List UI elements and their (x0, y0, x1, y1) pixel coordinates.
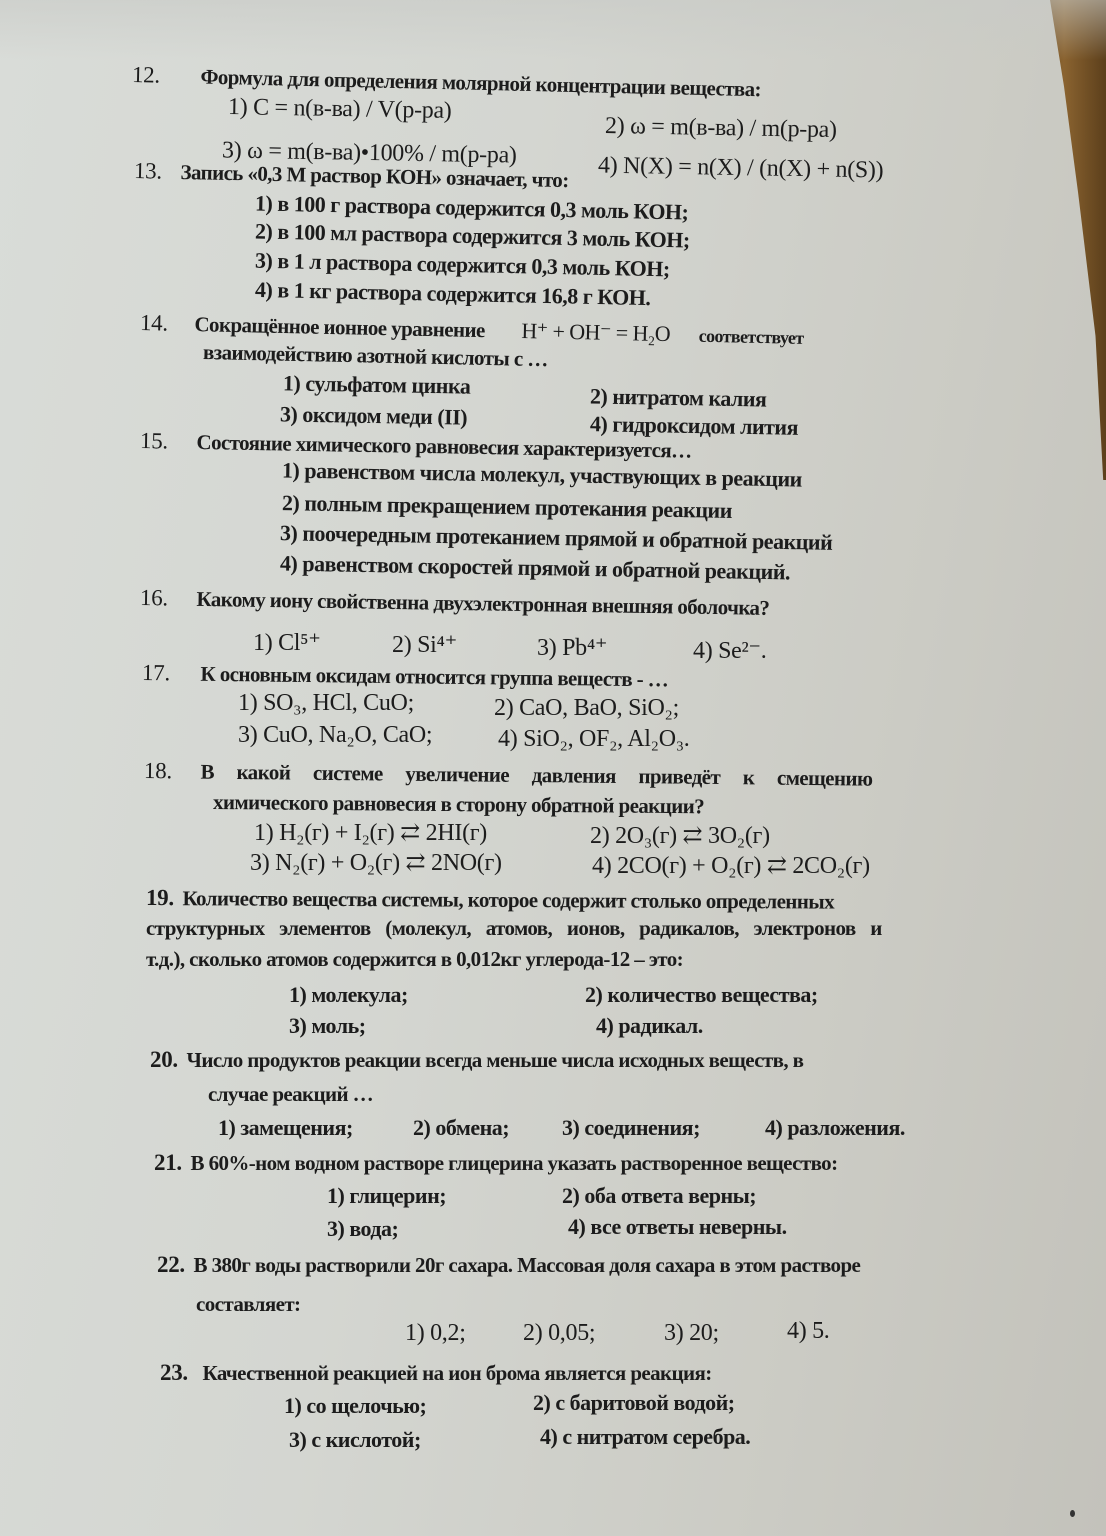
option-22-2[interactable]: 2) 0,05; (523, 1320, 596, 1346)
option-19-1[interactable]: 1) молекула; (289, 982, 408, 1007)
option-15-3[interactable]: 3) поочередным протеканием прямой и обратной реакций (279, 520, 833, 555)
option-21-4[interactable]: 4) все ответы неверны. (568, 1214, 787, 1239)
option-15-1[interactable]: 1) равенством числа молекул, участвующих в реакции (281, 457, 803, 492)
question-text: В 60%-ном водном растворе глицерина указать растворенное вещество: (190, 1151, 838, 1175)
option-23-1[interactable]: 1) со щелочью; (284, 1393, 427, 1418)
option-21-3[interactable]: 3) вода; (327, 1216, 399, 1241)
question-number: 18. (143, 758, 172, 784)
question-12 (132, 62, 762, 102)
option-18-3[interactable]: 3) N₂(г) + O₂(г) ⇄ 2NO(г) (250, 850, 502, 876)
ionic-equation: H⁺ + OH⁻ = H₂O (521, 317, 671, 347)
question-text: Число продуктов реакции всегда меньше числа исходных веществ, в (186, 1048, 804, 1072)
option-14-4[interactable]: 4) гидроксидом лития (589, 411, 799, 440)
question-text: Состояние химического равновесия характеризуется… (196, 429, 692, 463)
option-20-2[interactable]: 2) обмена; (413, 1115, 510, 1140)
option-17-3[interactable]: 3) CuO, Na₂O, CaO; (238, 722, 433, 748)
question-text: Качественной реакцией на ион брома является реакция: (202, 1361, 712, 1385)
option-17-1[interactable]: 1) SO₃, HCl, CuO; (238, 690, 414, 716)
option-22-4[interactable]: 4) 5. (787, 1318, 830, 1344)
option-12-3[interactable]: 3) ω = m(в-ва)•100% / m(р-ра) (221, 137, 517, 169)
option-18-4[interactable]: 4) 2CO(г) + O₂(г) ⇄ 2CO₂(г) (592, 853, 870, 879)
option-20-4[interactable]: 4) разложения. (765, 1115, 905, 1140)
option-23-4[interactable]: 4) с нитратом серебра. (540, 1424, 751, 1449)
question-number: 12. (131, 62, 161, 88)
question-text: Количество вещества системы, которое содержит столько определенных (182, 886, 835, 914)
option-17-2[interactable]: 2) CaO, BaO, SiO₂; (494, 695, 679, 721)
option-14-1[interactable]: 1) сульфатом цинка (282, 370, 471, 399)
question-text: В 380г воды растворили 20г сахара. Массовая доля сахара в этом растворе (193, 1253, 861, 1277)
question-17 (142, 660, 668, 692)
question-number: 20. (150, 1047, 178, 1072)
question-18 (144, 758, 873, 792)
option-18-1[interactable]: 1) H₂(г) + I₂(г) ⇄ 2HI(г) (254, 820, 488, 846)
option-23-3[interactable]: 3) с кислотой; (289, 1427, 421, 1452)
question-18-line2: химического равновесия в сторону обратной реакции? (212, 790, 705, 819)
option-12-2[interactable]: 2) ω = m(в-ва) / m(р-ра) (604, 112, 837, 144)
question-19 (146, 885, 834, 915)
option-14-3[interactable]: 3) оксидом меди (II) (279, 401, 468, 430)
paper-speck (1070, 1510, 1075, 1517)
question-20-line2: случае реакций … (208, 1082, 374, 1106)
question-text: Какому иону свойственна двухэлектронная внешняя оболочка? (196, 586, 770, 620)
question-text-end: соответствует (698, 325, 804, 348)
paper-shadow (0, 0, 1106, 60)
option-15-2[interactable]: 2) полным прекращением протекания реакции (281, 490, 733, 523)
option-20-1[interactable]: 1) замещения; (218, 1115, 353, 1140)
option-18-2[interactable]: 2) 2O₃(г) ⇄ 3O₂(г) (590, 823, 770, 849)
option-19-2[interactable]: 2) количество вещества; (585, 982, 818, 1007)
option-15-4[interactable]: 4) равенством скоростей прямой и обратной реакций. (279, 550, 791, 585)
question-number: 21. (154, 1150, 182, 1175)
option-21-2[interactable]: 2) оба ответа верны; (562, 1183, 757, 1208)
question-number: 16. (139, 585, 169, 611)
option-19-4[interactable]: 4) радикал. (596, 1013, 703, 1038)
question-number: 15. (139, 428, 169, 454)
option-13-1[interactable]: 1) в 100 г раствора содержится 0,3 моль КОН; (254, 190, 689, 225)
option-12-1[interactable]: 1) C = n(в-ва) / V(р-ра) (227, 94, 452, 124)
question-22 (157, 1252, 860, 1278)
question-text: Сокращённое ионное уравнение (194, 312, 485, 343)
question-text: К основным оксидам относится группа веществ - … (200, 661, 669, 692)
option-20-3[interactable]: 3) соединения; (562, 1115, 700, 1140)
question-number: 23. (160, 1360, 188, 1385)
question-number: 19. (145, 885, 174, 911)
option-16-4[interactable]: 4) Se²⁻. (693, 638, 767, 664)
question-number: 13. (133, 158, 163, 184)
option-16-1[interactable]: 1) Cl⁵⁺ (253, 630, 321, 656)
option-13-3[interactable]: 3) в 1 л раствора содержится 0,3 моль КОН; (254, 247, 671, 282)
question-22-line2: составляет: (196, 1292, 301, 1316)
question-number: 14. (139, 310, 169, 336)
question-19-line3: т.д.), сколько атомов содержится в 0,012кг углерода-12 – это: (146, 947, 684, 971)
question-text: Формула для определения молярной концентрации вещества: (200, 64, 762, 102)
option-13-4[interactable]: 4) в 1 кг раствора содержится 16,8 г КОН. (254, 276, 651, 311)
option-12-4[interactable]: 4) N(X) = n(X) / (n(X) + n(S)) (597, 152, 884, 184)
option-22-3[interactable]: 3) 20; (664, 1320, 719, 1346)
question-number: 17. (141, 660, 171, 686)
option-19-3[interactable]: 3) моль; (289, 1013, 366, 1038)
wooden-table-edge (1036, 0, 1106, 480)
option-13-2[interactable]: 2) в 100 мл раствора содержится 3 моль КОН; (254, 218, 691, 253)
option-14-2[interactable]: 2) нитратом калия (589, 383, 767, 412)
question-16 (140, 585, 770, 621)
question-number: 22. (157, 1252, 185, 1277)
question-19-line2: структурных элементов (молекул, атомов, ионов, радикалов, электронов и (146, 916, 882, 940)
option-21-1[interactable]: 1) глицерин; (327, 1183, 447, 1208)
option-16-2[interactable]: 2) Si⁴⁺ (392, 632, 457, 658)
option-22-1[interactable]: 1) 0,2; (405, 1320, 466, 1346)
option-16-3[interactable]: 3) Pb⁴⁺ (537, 635, 608, 661)
option-17-4[interactable]: 4) SiO₂, OF₂, Al₂O₃. (498, 726, 690, 752)
question-20 (150, 1047, 803, 1073)
question-text: Запись «0,3 М раствор КОН» означает, что: (180, 159, 569, 193)
question-23 (160, 1360, 712, 1386)
question-text: В какой системе увеличение давления приведёт к смещению (200, 759, 873, 791)
option-23-2[interactable]: 2) с баритовой водой; (533, 1390, 735, 1415)
question-14-line2: взаимодействию азотной кислоты с … (202, 340, 548, 372)
question-21 (154, 1150, 837, 1176)
